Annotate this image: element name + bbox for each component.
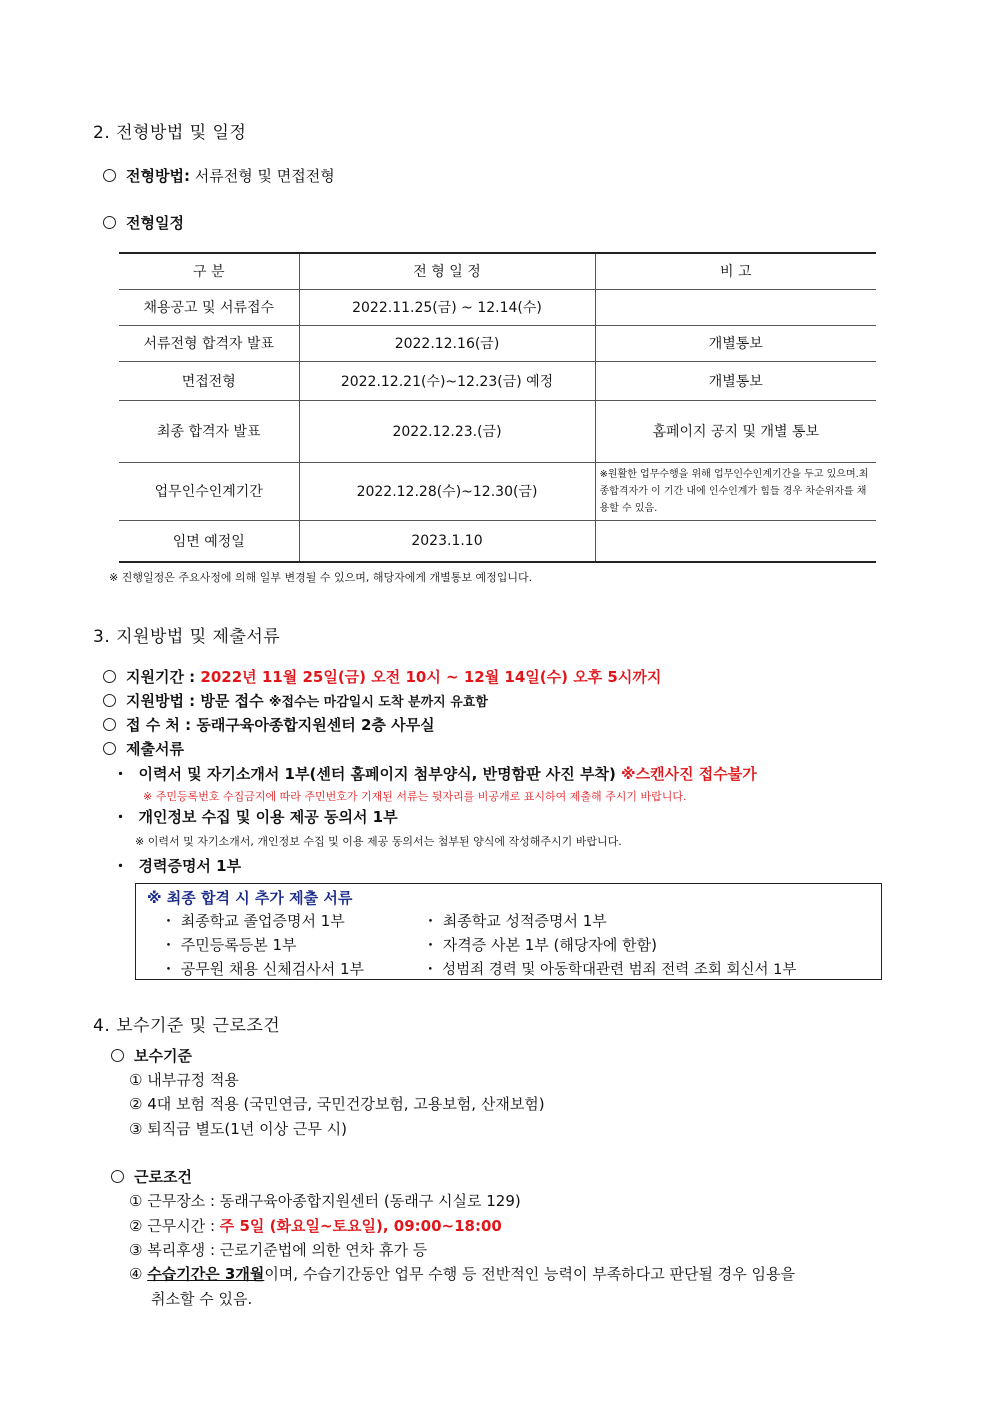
bullet-icon: ・ [113, 808, 129, 826]
table-cell: 2022.12.28(수)~12.30(금) [299, 462, 595, 520]
table-cell [595, 520, 876, 562]
apply-method-note: ※접수는 마감일시 도착 분까지 유효함 [268, 695, 488, 710]
table-row [119, 361, 876, 400]
schedule-table [119, 252, 876, 563]
period-value: 2022년 11월 25일(금) 오전 10시 ~ 12월 14일(수) 오후 5시까지 [200, 668, 662, 686]
schedule-label: 전형일정 [126, 214, 184, 232]
table-cell: 서류전형 합격자 발표 [119, 325, 299, 361]
table-cell: 2022.12.21(수)~12.23(금) 예정 [299, 361, 595, 400]
table-cell: 2023.1.10 [299, 520, 595, 562]
header-cell: 구 분 [119, 253, 299, 289]
doc3-text: 경력증명서 1부 [138, 857, 242, 875]
table-cell: 면접전형 [119, 361, 299, 400]
table-cell: 2022.12.16(금) [299, 325, 595, 361]
bullet-icon: ・ [113, 765, 129, 783]
box-right-item: ・ 자격증 사본 1부 (해당자에 한함) [423, 936, 657, 954]
box-right-item: ・ 성범죄 경력 및 아동학대관련 범죄 전력 조회 회신서 1부 [423, 962, 797, 978]
circle-bullet-icon [111, 1049, 124, 1062]
apply-method-line [103, 690, 488, 711]
box-title: ※ 최종 합격 시 추가 제출 서류 [147, 889, 353, 907]
box-right-item: ・ 최종학교 성적증명서 1부 [423, 912, 607, 930]
table-cell [595, 289, 876, 325]
work-item: ① 근무장소 : 동래구육아종합지원센터 (동래구 시실로 129) [129, 1192, 521, 1210]
method-label: 전형방법: [126, 167, 190, 185]
pay-label-line [111, 1045, 192, 1066]
header-cell: 전 형 일 정 [299, 253, 595, 289]
section3-title: 3. 지원방법 및 제출서류 [93, 627, 281, 647]
work2-prefix: ② 근무시간 : [129, 1217, 220, 1235]
table-cell: 임면 예정일 [119, 520, 299, 562]
circle-bullet-icon [103, 694, 116, 707]
work-item [129, 1263, 795, 1284]
pay-item: ③ 퇴직금 별도(1년 이상 근무 시) [129, 1120, 347, 1138]
method-value: 서류전형 및 면접전형 [189, 167, 335, 185]
work-label: 근로조건 [134, 1168, 192, 1186]
table-cell: 채용공고 및 서류접수 [119, 289, 299, 325]
docs-label: 제출서류 [126, 740, 184, 758]
method-line [103, 165, 335, 186]
pay-item: ① 내부규정 적용 [129, 1071, 239, 1089]
period-line [103, 666, 661, 687]
doc2-line [113, 806, 398, 827]
section2-title: 2. 전형방법 및 일정 [93, 123, 247, 143]
apply-method-label: 지원방법 : 방문 접수 [126, 692, 269, 710]
doc1-text: 이력서 및 자기소개서 1부(센터 홈페이지 첨부양식, 반명함판 사진 부착) [138, 765, 622, 783]
doc1-red: ※스캔사진 접수불가 [621, 765, 757, 783]
table-cell-note: ※원활한 업무수행을 위해 업무인수인계기간을 두고 있으며.최종합격자가 이 기간 내에 인수인계가 힘들 경우 차순위자를 채용할 수 있음. [595, 462, 876, 520]
doc2-note: ※ 이력서 및 자기소개서, 개인정보 수집 및 이용 제공 동의서는 첨부된 양식에 작성해주시기 바랍니다. [135, 835, 622, 848]
schedule-note: ※ 진행일정은 주요사정에 의해 일부 변경될 수 있으며, 해당자에게 개별통보 예정입니다. [109, 571, 533, 584]
table-cell: 2022.12.23.(금) [299, 400, 595, 462]
additional-docs-box [135, 883, 882, 980]
pay-item: ② 4대 보험 적용 (국민연금, 국민건강보험, 고용보험, 산재보험) [129, 1095, 545, 1113]
table-cell: 업무인수인계기간 [119, 462, 299, 520]
schedule-label-line [103, 212, 184, 233]
bullet-icon: ・ [113, 857, 129, 875]
circle-bullet-icon [103, 216, 116, 229]
work4-prefix: ④ [129, 1265, 148, 1283]
table-row [119, 289, 876, 325]
work-item [129, 1215, 502, 1236]
doc2-text: 개인정보 수집 및 이용 제공 동의서 1부 [138, 808, 398, 826]
table-row [119, 462, 876, 520]
work4-continuation: 취소할 수 있음. [151, 1290, 253, 1308]
work4-rest: 이며, 수습기간동안 업무 수행 등 전반적인 능력이 부족하다고 판단될 경우 임용을 [264, 1265, 795, 1283]
box-left-item: ・ 최종학교 졸업증명서 1부 [161, 912, 345, 930]
circle-bullet-icon [103, 718, 116, 731]
work4-underline: 수습기간은 3개월 [147, 1265, 265, 1283]
period-label: 지원기간 : [126, 668, 201, 686]
table-row [119, 400, 876, 462]
circle-bullet-icon [103, 742, 116, 755]
table-row [119, 520, 876, 562]
table-cell: 2022.11.25(금) ~ 12.14(수) [299, 289, 595, 325]
table-cell: 개별통보 [595, 361, 876, 400]
doc1-note: ※ 주민등록번호 수집금지에 따라 주민번호가 기재된 서류는 뒷자리를 비공개로 표시하여 제출해 주시기 바랍니다. [143, 790, 687, 803]
circle-bullet-icon [103, 670, 116, 683]
box-left-item: ・ 공무원 채용 신체검사서 1부 [161, 960, 365, 978]
doc3-line [113, 855, 241, 876]
table-cell: 개별통보 [595, 325, 876, 361]
circle-bullet-icon [111, 1170, 124, 1183]
table-header-row [119, 253, 876, 289]
place-line [103, 714, 435, 735]
table-cell: 최종 합격자 발표 [119, 400, 299, 462]
work-label-line [111, 1166, 192, 1187]
doc1-line [113, 763, 757, 784]
work2-red: 주 5일 (화요일~토요일), 09:00~18:00 [219, 1217, 502, 1235]
section4-title: 4. 보수기준 및 근로조건 [93, 1016, 281, 1036]
pay-label: 보수기준 [134, 1047, 192, 1065]
header-cell: 비 고 [595, 253, 876, 289]
docs-line [103, 738, 184, 759]
table-row [119, 325, 876, 361]
work-item: ③ 복리후생 : 근로기준법에 의한 연차 휴가 등 [129, 1241, 428, 1259]
place-text: 접 수 처 : 동래구육아종합지원센터 2층 사무실 [126, 716, 435, 734]
box-left-item: ・ 주민등록등본 1부 [161, 936, 297, 954]
circle-bullet-icon [103, 169, 116, 182]
table-cell: 홈페이지 공지 및 개별 통보 [595, 400, 876, 462]
